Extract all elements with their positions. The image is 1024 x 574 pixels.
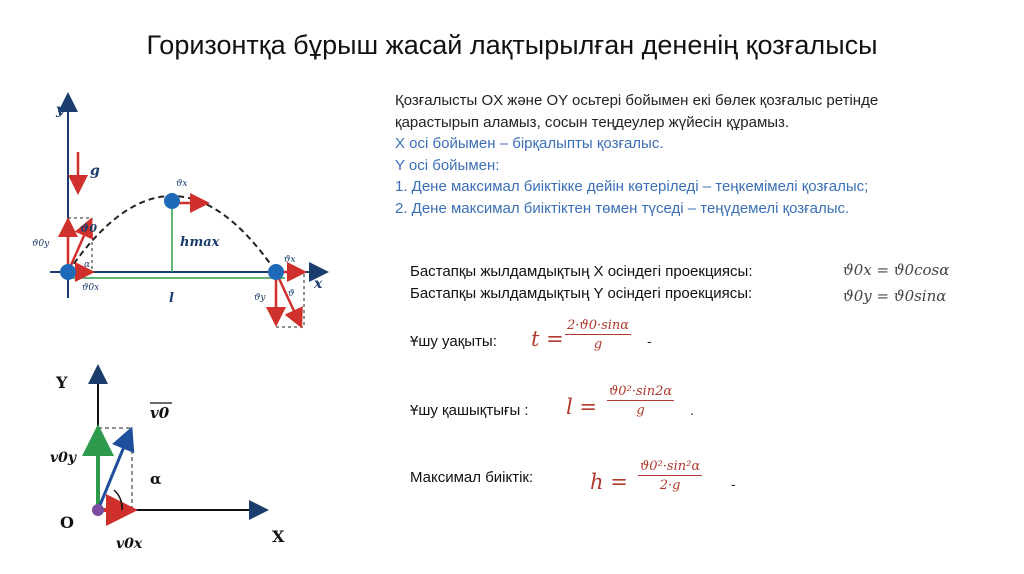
v0y-label: v0y (50, 450, 77, 466)
end-ball (268, 264, 284, 280)
v0x-label: v0x (116, 536, 143, 552)
g-label: g (90, 163, 100, 179)
v-right-label: ϑ (288, 289, 295, 299)
proj-x-label: Бастапқы жылдамдықтың X осіндегі проекциясы: (410, 263, 753, 280)
hmax-label: hmax (180, 235, 220, 250)
vx-right-label: ϑx (284, 255, 296, 265)
slide-title: Горизонтқа бұрыш жасай лақтырылған дененің қозғалысы (146, 30, 878, 60)
alpha-label: α (84, 260, 91, 270)
range-numerator: ϑ0²·sin2α (609, 384, 673, 399)
alpha-arc (114, 490, 122, 510)
height-numerator: ϑ0²·sin²α (640, 459, 701, 474)
top-ball (164, 193, 180, 209)
height-label: Максимал биіктік: (410, 469, 534, 486)
origin-point (92, 504, 104, 516)
description-line: 2. Дене максимал биіктіктен төмен түседі – теңүдемелі қозғалыс. (395, 199, 850, 217)
start-ball (60, 264, 76, 280)
range-label: Ұшу қашықтығы : (410, 402, 529, 419)
vx-top-label: ϑx (176, 179, 188, 189)
proj-x-formula: ϑ0x = ϑ0cosα (843, 261, 950, 279)
description-line: 1. Дене максимал биіктікке дейін көтеріледі – теңкемімелі қозғалыс; (395, 178, 869, 195)
v0-label: ϑ0 (80, 222, 97, 235)
range-denominator: g (636, 403, 645, 418)
trailing-dash: - (731, 476, 736, 492)
X-axis-label: X (272, 527, 285, 546)
flight-time-numerator: 2·ϑ0·sinα (567, 318, 630, 333)
v0-arrow (98, 432, 130, 510)
origin-label: O (60, 513, 74, 532)
v0y-label: ϑ0y (32, 239, 50, 249)
v0-label: v0 (150, 404, 170, 422)
v0x-label: ϑ0x (82, 283, 100, 293)
Y-axis-label: Y (56, 373, 68, 392)
projectile-diagram (32, 96, 325, 327)
flight-time-label: Ұшу уақыты: (410, 333, 497, 350)
height-lhs: h = (590, 470, 628, 494)
proj-y-label: Бастапқы жылдамдықтың Y осіндегі проекциясы: (410, 285, 753, 302)
description-line: X осі бойымен – бірқалыпты қозғалыс. (395, 135, 664, 152)
range-lhs: l = (566, 395, 597, 419)
trailing-dot: . (690, 402, 694, 418)
vy-right-label: ϑy (254, 293, 266, 303)
description-line: Қозғалысты OX және OY осьтері бойымен екі бөлек қозғалыс ретінде (395, 92, 879, 109)
y-axis-label: y (56, 102, 65, 118)
description-line: Y осі бойымен: (395, 156, 500, 174)
alpha-label: α (150, 470, 162, 488)
flight-time-lhs: t = (531, 327, 564, 351)
proj-y-formula: ϑ0y = ϑ0sinα (843, 287, 947, 305)
flight-time-denominator: g (593, 337, 603, 352)
vector-decomposition-diagram (50, 368, 285, 552)
l-label: l (169, 291, 174, 306)
trailing-dash: - (647, 333, 652, 349)
x-axis-label: x (314, 276, 323, 292)
description-line: қарастырып аламыз, сосын теңдеулер жүйесін құрамыз. (395, 113, 790, 131)
height-denominator: 2·g (659, 478, 681, 493)
